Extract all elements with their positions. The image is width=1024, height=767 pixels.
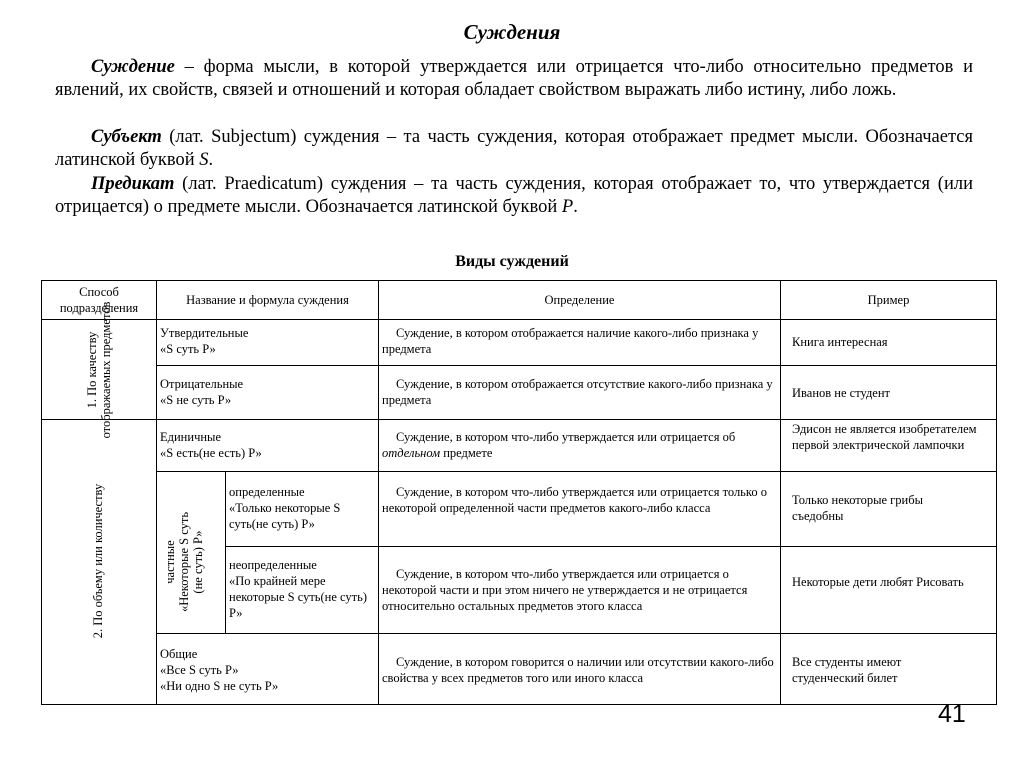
- negative-example: Иванов не студент: [792, 386, 891, 400]
- affirmative-definition: Суждение, в котором отображается наличие какого-либо признака у предмета: [382, 326, 759, 356]
- header-method: Способ подразделения: [59, 285, 139, 315]
- affirmative-example: Книга интересная: [792, 335, 888, 349]
- subject-text: (лат. Subjectum) суждения – та часть суждения, которая отображает предмет мысли. Обозначается латинской буквой: [55, 127, 973, 170]
- definite-definition: Суждение, в котором что-либо утверждается или отрицается только о некоторой определенной части предметов какого-либо класса: [382, 485, 767, 515]
- predicate-letter: P: [561, 197, 574, 217]
- general-name: Общие «Все S суть Р» «Ни одно S не суть Р»: [160, 647, 279, 693]
- judgment-text: – форма мысли, в которой утверждается или отрицается что-либо относительно предметов и явлений, их свойств, связей и отношений и которая обладает свойством выражать либо истину, либо ложь.: [55, 57, 973, 100]
- indefinite-definition: Суждение, в котором что-либо утверждается или отрицается о некоторой части и при этом ничего не утверждается и не отрицается относительно остальных предметов этого класса: [382, 567, 748, 613]
- predicate-term: Предикат: [91, 174, 175, 194]
- affirmative-name: Утвердительные «S суть Р»: [160, 326, 249, 356]
- group-quantity-label: 2. По объему или количеству: [91, 483, 105, 639]
- singular-definition: Суждение, в котором что-либо утверждается или отрицается об отдельном предмете: [382, 430, 736, 460]
- subject-definition: Субъект (лат. Subjectum) суждения – та часть суждения, которая отображает предмет мысли. Обозначается латинской буквой S.: [55, 127, 973, 170]
- table-title: Виды суждений: [455, 253, 569, 270]
- predicate-definition: Предикат (лат. Praedicatum) суждения – та часть суждения, которая отображает то, что утверждается (или отрицается) о предмете мысли. Обозначается латинской буквой P.: [55, 174, 973, 217]
- singular-name: Единичные «S есть(не есть) Р»: [160, 430, 262, 460]
- header-name: Название и формула суждения: [186, 293, 349, 307]
- judgment-definition: [55, 56, 973, 102]
- definite-example: Только некоторые грибы съедобны: [792, 493, 923, 523]
- judgment-term: Суждение: [91, 57, 175, 77]
- singular-example: Эдисон не является изобретателем первой электрической лампочки: [792, 422, 977, 452]
- page-number: 41: [938, 700, 966, 728]
- indefinite-example: Некоторые дети любят Рисовать: [792, 575, 964, 589]
- general-definition: Суждение, в котором говорится о наличии или отсутствии какого-либо свойства у всех предметов того или иного класса: [382, 655, 774, 685]
- indefinite-name: неопределенные «По крайней мере некоторые S суть(не суть) Р»: [229, 558, 367, 620]
- partial-label: частные «Некоторые S суть (не суть) Р»: [163, 511, 205, 613]
- general-example: Все студенты имеют студенческий билет: [792, 655, 902, 685]
- subject-term: Субъект: [91, 127, 162, 147]
- negative-name: Отрицательные «S не суть Р»: [160, 377, 244, 407]
- definite-name: определенные «Только некоторые S суть(не суть) Р»: [229, 485, 341, 531]
- header-definition: Определение: [544, 293, 615, 307]
- negative-definition: Суждение, в котором отображается отсутствие какого-либо признака у предмета: [382, 377, 773, 407]
- page-title: Суждения: [463, 20, 561, 44]
- predicate-text: (лат. Praedicatum) суждения – та часть суждения, которая отображает то, что утверждается (или отрицается) о предмете мысли. Обозначается латинской буквой: [55, 174, 973, 217]
- group-quality-label: 1. По качеству отображаемых предметов: [85, 301, 113, 439]
- subject-letter: S: [199, 150, 209, 170]
- header-example: Пример: [867, 293, 910, 307]
